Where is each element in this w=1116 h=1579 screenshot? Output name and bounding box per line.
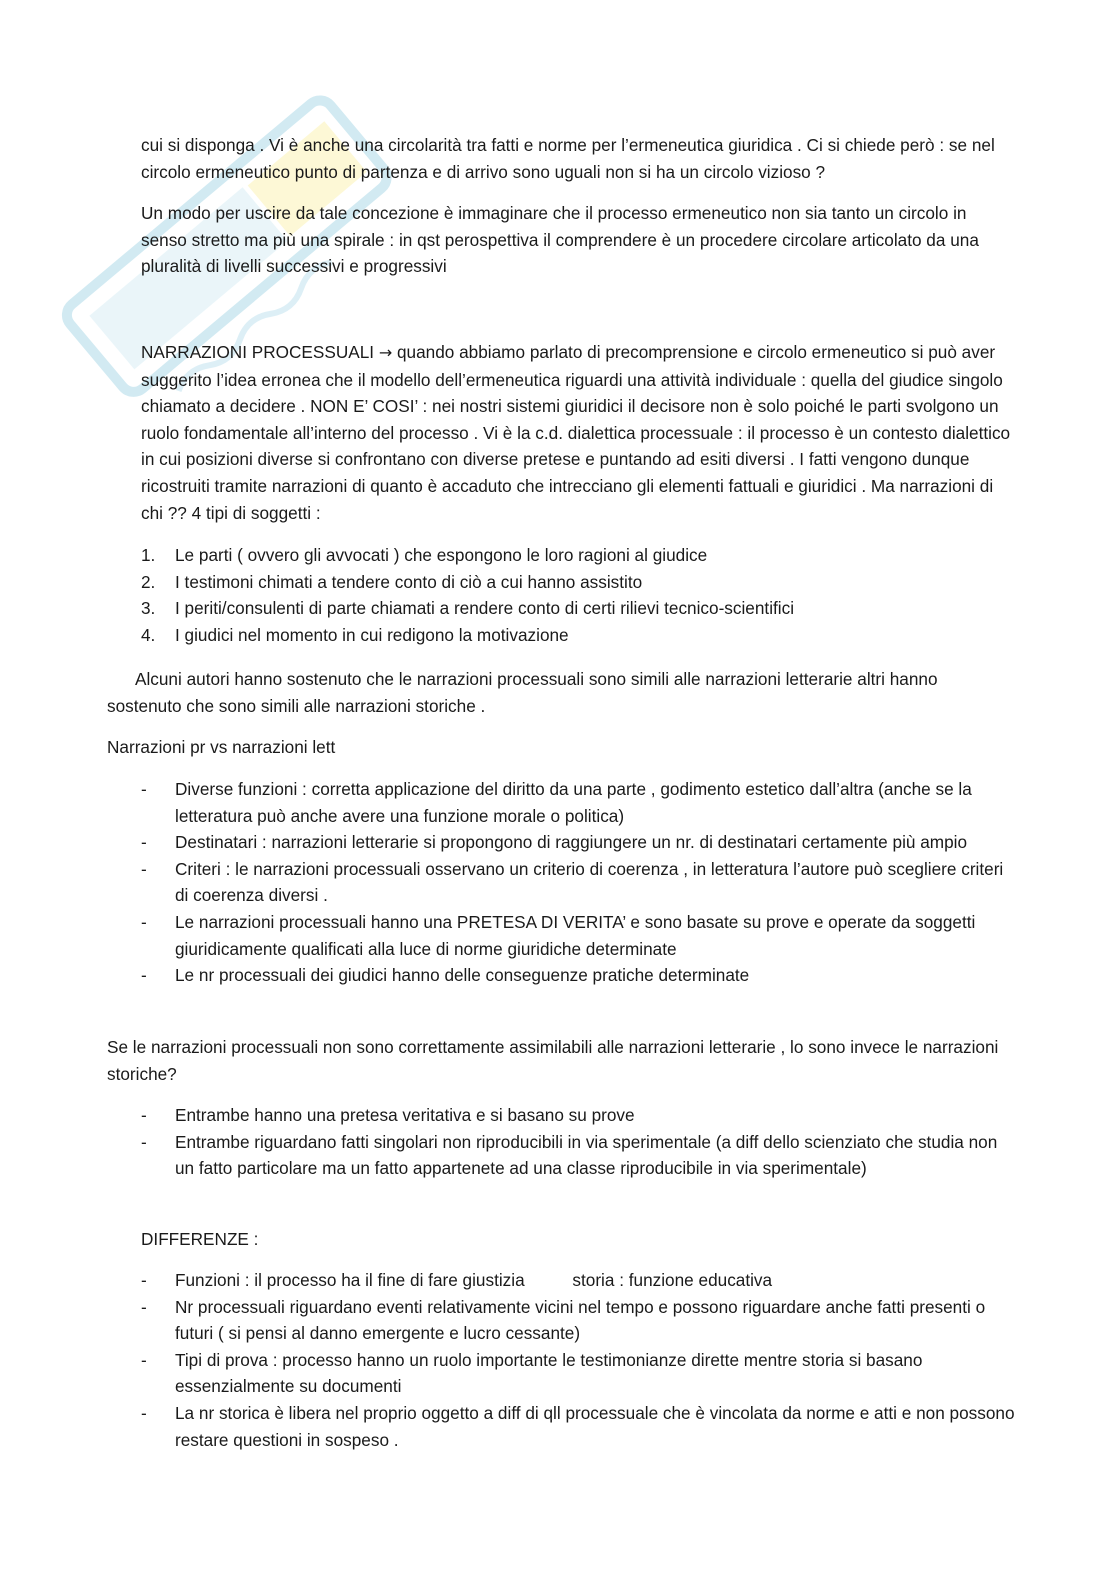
list-item-text: Tipi di prova : processo hanno un ruolo importante le testimonianze dirette mentre storia si basano essenzialmente su documenti — [175, 1349, 923, 1397]
list-marker: - — [141, 965, 147, 986]
list-marker: 4. — [141, 624, 156, 645]
list-marker: - — [141, 911, 147, 932]
list-marker: - — [141, 779, 147, 799]
paragraph-narrazioni-processuali — [141, 339, 1016, 526]
list-item-text: Le narrazioni processuali hanno una PRETESA DI VERITA’ e sono basate su prove e operate da soggetti giuridicamente qualificati alla luce di norme giuridiche determinate — [175, 911, 976, 959]
list-item-text: I testimoni chimati a tendere conto di ciò a cui hanno assistito — [175, 571, 643, 592]
list-item — [141, 962, 1021, 989]
list-item — [141, 542, 1021, 569]
list-item — [141, 1400, 1021, 1453]
list-item — [141, 856, 1021, 909]
list-item-text: Le parti ( ovvero gli avvocati ) che espongono le loro ragioni al giudice — [175, 545, 708, 565]
paragraph-autori: Alcuni autori hanno sostenuto che le narrazioni processuali sono simili alle narrazioni letterarie altri hanno sostenuto che sono simili alle narrazioni storiche . — [107, 669, 938, 716]
list-item-text: La nr storica è libera nel proprio oggetto a diff di qll processuale che è vincolata da norme e atti e non possono restare questioni in sospeso . — [175, 1402, 1015, 1450]
list-item-text: Nr processuali riguardano eventi relativamente vicini nel tempo e possono riguardare anche fatti presenti o futuri ( si pensi al danno emergente e lucro cessante) — [175, 1296, 986, 1344]
list-item — [141, 1294, 1021, 1347]
list-item — [141, 1267, 1021, 1294]
list-marker: - — [141, 858, 147, 879]
list-item — [141, 622, 1021, 649]
list-item — [141, 595, 1021, 622]
paragraph-spiral: Un modo per uscire da tale concezione è immaginare che il processo ermeneutico non sia tanto un circolo in senso stretto ma più una spirale : in qst perospettiva il comprendere è un procedere circolare articolato da una pluralità di livelli successivi e progressivi — [141, 203, 979, 277]
list-marker: - — [141, 1105, 147, 1125]
list-item-text: Entrambe hanno una pretesa veritativa e si basano su prove — [175, 1105, 635, 1125]
list-marker: 2. — [141, 571, 156, 592]
list-marker: - — [141, 1402, 147, 1423]
list-marker: - — [141, 1349, 147, 1370]
list-item-text: Destinatari : narrazioni letterarie si propongono di raggiungere un nr. di destinatari certamente più ampio — [175, 832, 968, 853]
list-item — [141, 829, 1021, 856]
list-item — [141, 569, 1021, 596]
list-item — [141, 1129, 1021, 1182]
right-arrow-icon: → — [378, 343, 393, 362]
list-item — [141, 1347, 1021, 1400]
section-heading-narrazioni: NARRAZIONI PROCESSUALI — [141, 342, 375, 362]
subheading-pr-vs-lett: Narrazioni pr vs narrazioni lett — [107, 737, 336, 757]
bullet-list-storiche — [141, 1102, 1021, 1182]
paragraph-narrazioni-storiche: Se le narrazioni processuali non sono correttamente assimilabili alle narrazioni letterarie , lo sono invece le narrazioni storiche? — [107, 1037, 999, 1084]
list-item-text: Diverse funzioni : corretta applicazione del diritto da una parte , godimento estetico dall’altra (anche se la letteratura può anche avere una funzione morale o politica) — [175, 779, 972, 826]
numbered-list-soggetti — [141, 542, 1021, 648]
list-marker: - — [141, 1131, 147, 1152]
list-marker: - — [141, 1270, 147, 1290]
list-item-text: Entrambe riguardano fatti singolari non riproducibili in via sperimentale (a diff dello scienziato che studia non un fatto particolare ma un fatto appartenete ad una classe riproducibile in via sperimentale) — [175, 1131, 998, 1179]
subheading-differenze: DIFFERENZE : — [141, 1229, 259, 1249]
paragraph-narrazioni-body: quando abbiamo parlato di precomprensione e circolo ermeneutico si può aver suggerito l’idea erronea che il modello dell’ermeneutica riguardi una attività individuale : quella del giudice singolo chiamato a decidere . NON E’ COSI’ : nei nostri sistemi giuridici il decisore non è solo poiché le parti svolgono un ruolo fondamentale all’interno del processo . Vi è la c.d. dialettica processuale : il processo è un contesto dialettico in cui posizioni diverse si confrontano con diverse pretese e puntando ad esiti diversi . I fatti vengono dunque ricostruiti tramite narrazioni di quanto è accaduto che intrecciano gli elementi fattuali e giuridici . Ma narrazioni di chi ?? 4 tipi di soggetti : — [141, 342, 1011, 523]
list-item — [141, 909, 1021, 962]
list-item — [141, 1102, 1021, 1129]
list-marker: - — [141, 1296, 147, 1317]
list-marker: 3. — [141, 598, 156, 619]
paragraph-hermeneutic-circle: cui si disponga . Vi è anche una circolarità tra fatti e norme per l’ermeneutica giuridica . Ci si chiede però : se nel circolo ermeneutico punto di partenza e di arrivo sono uguali non si ha un circolo vizioso ? — [141, 135, 995, 182]
list-item — [141, 776, 1021, 829]
bullet-list-lett — [141, 776, 1021, 989]
bullet-list-differenze — [141, 1267, 1021, 1453]
list-item-text: Funzioni : il processo ha il fine di fare giustizia storia : funzione educativa — [175, 1270, 773, 1290]
list-item-text: I periti/consulenti di parte chiamati a rendere conto di certi rilievi tecnico-scientifici — [175, 598, 795, 619]
list-marker: 1. — [141, 545, 156, 565]
list-item-text: Le nr processuali dei giudici hanno delle conseguenze pratiche determinate — [175, 965, 750, 986]
list-item-text: Criteri : le narrazioni processuali osservano un criterio di coerenza , in letteratura l’autore può scegliere criteri di coerenza diversi . — [175, 858, 1004, 906]
list-item-text: I giudici nel momento in cui redigono la motivazione — [175, 624, 569, 645]
list-marker: - — [141, 832, 147, 853]
